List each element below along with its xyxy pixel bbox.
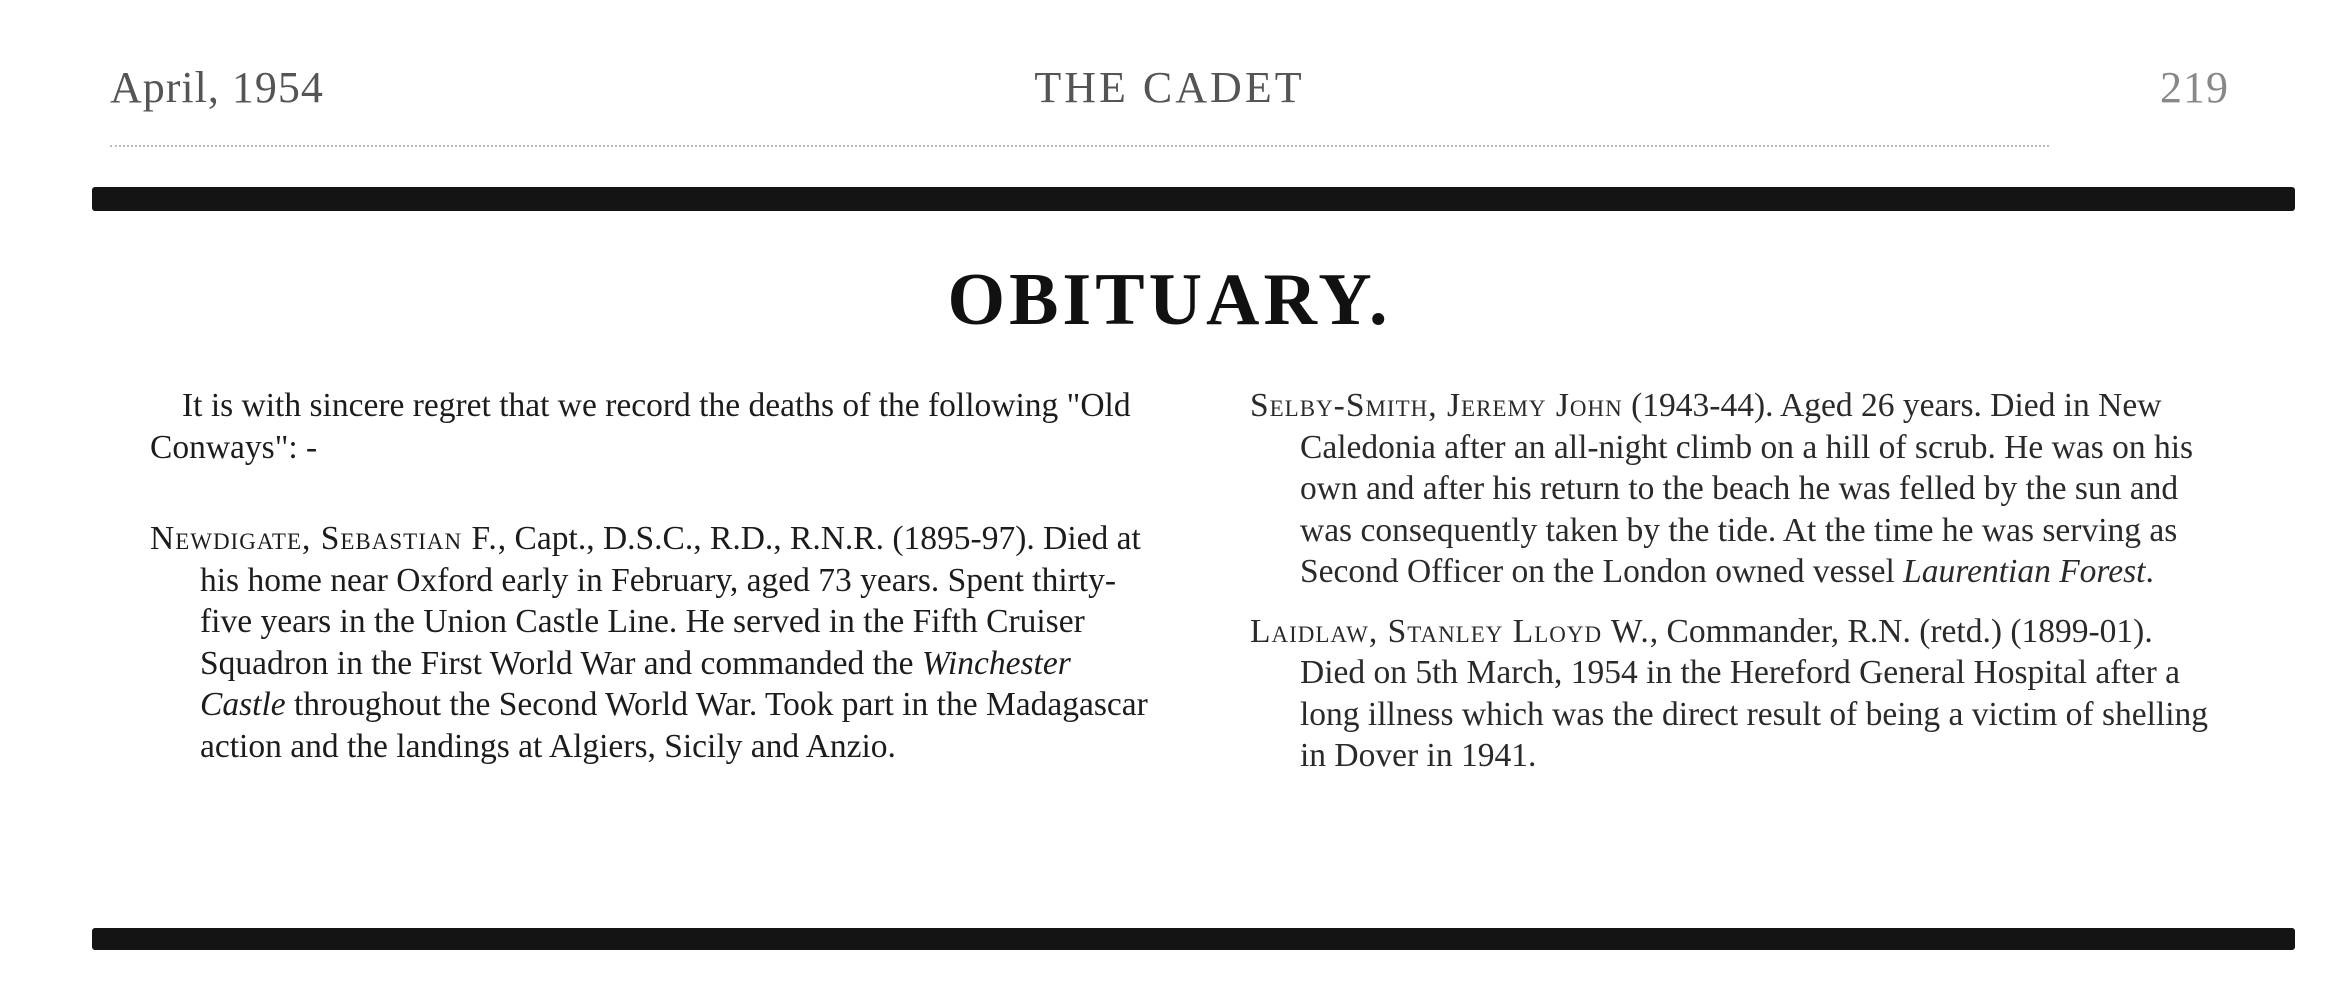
header-dotted-divider: [110, 145, 2049, 147]
obituary-entry: [150, 518, 1160, 767]
right-column: [1250, 385, 2220, 795]
left-column: [150, 385, 1160, 785]
page-number: 219: [2160, 63, 2229, 112]
entry-name: Laidlaw, Stanley Lloyd W.: [1250, 612, 1650, 650]
entry-name: Selby-Smith, Jeremy John: [1250, 387, 1623, 424]
entry-name: Newdigate, Sebastian F.: [150, 520, 498, 557]
bottom-divider-rule: [92, 928, 2295, 950]
intro-paragraph: It is with sincere regret that we record the deaths of the following "Old Conways": -: [150, 387, 1131, 466]
ship-name: Laurentian Forest: [1903, 553, 2146, 590]
section-heading: OBITUARY.: [947, 259, 1392, 341]
entry-text: , Commander, R.N. (retd.) (1899-01). Died on 5th March, 1954 in the Hereford General Hospital after a long illness which was the direct result of being a victim of shelling in Dover in 1941.: [1300, 612, 2209, 774]
entry-text: (1943-44). Aged 26 years. Died in New Caledonia after an all-night climb on a hill of scrub. He was on his own and after his return to the beach he was felled by the sun and was consequently taken by the tide. At the time he was serving as Second Officer on the London owned vessel: [1300, 387, 2194, 590]
entry-text-end: throughout the Second World War. Took part in the Madagascar action and the landings at Algiers, Sicily and Anzio.: [200, 686, 1148, 765]
issue-date: April, 1954: [110, 63, 324, 112]
entry-text: , Capt., D.S.C., R.D., R.N.R. (1895-97). Died at his home near Oxford early in February, aged 73 years. Spent thirty-five years in the Union Castle Line. He served in the Fifth Cruiser Squadron in the First World War and commanded the: [200, 520, 1141, 682]
obituary-entry: [1250, 611, 2220, 777]
top-divider-rule: [92, 187, 2295, 211]
publication-title: THE CADET: [1034, 63, 1305, 112]
entry-text-end: .: [2145, 553, 2154, 590]
ship-name: Winchester Castle: [200, 644, 1071, 723]
running-head: [110, 62, 2229, 122]
obituary-entry: [1250, 385, 2220, 593]
